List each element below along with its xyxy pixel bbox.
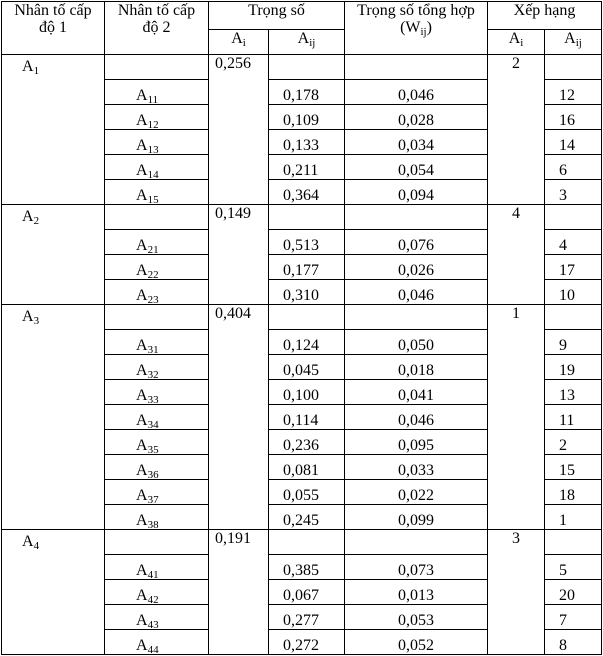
rank-aij: 8 — [545, 630, 602, 655]
weight-ai: 0,404 — [209, 305, 269, 530]
level2-factor: $A_{37}$ — [105, 480, 209, 505]
level2-factor: $A_{31}$ — [105, 330, 209, 355]
composite-weight: 0,073 — [345, 555, 488, 580]
level2-factor: $A_{21}$ — [105, 230, 209, 255]
rank-ai: 3 — [488, 530, 545, 655]
rank-ai: 2 — [488, 55, 545, 205]
composite-weight: 0,076 — [345, 230, 488, 255]
composite-weight: 0,046 — [345, 405, 488, 430]
level2-factor: $A_{32}$ — [105, 355, 209, 380]
level2-factor: $A_{36}$ — [105, 455, 209, 480]
group-row — [2, 55, 602, 80]
rank-aij: 1 — [545, 505, 602, 530]
header-ranking: Xếp hạng — [488, 2, 602, 30]
weight-aij: 0,177 — [269, 255, 345, 280]
composite-weight: 0,046 — [345, 280, 488, 305]
composite-weight: 0,022 — [345, 480, 488, 505]
level2-factor: $A_{22}$ — [105, 255, 209, 280]
header-row-top — [2, 2, 602, 30]
weight-aij: 0,211 — [269, 155, 345, 180]
rank-ai: 1 — [488, 305, 545, 530]
composite-empty — [345, 305, 488, 330]
weight-aij: 0,310 — [269, 280, 345, 305]
composite-weight: 0,018 — [345, 355, 488, 380]
header-level2: Nhân tố cấp độ 2 — [105, 2, 209, 55]
composite-weight: 0,034 — [345, 130, 488, 155]
rank-aij: 5 — [545, 555, 602, 580]
level2-empty — [105, 55, 209, 80]
weights-table — [1, 1, 602, 655]
level1-factor: $A_1$ — [2, 55, 105, 205]
rank-aij-empty — [545, 55, 602, 80]
rank-aij: 16 — [545, 105, 602, 130]
weight-aij-empty — [269, 205, 345, 230]
level1-factor: $A_4$ — [2, 530, 105, 655]
rank-aij-empty — [545, 530, 602, 555]
header-weight-aij: $A_{ij}$ — [269, 30, 345, 55]
level2-factor: $A_{13}$ — [105, 130, 209, 155]
composite-weight: 0,026 — [345, 255, 488, 280]
level2-factor: $A_{35}$ — [105, 430, 209, 455]
weight-aij: 0,045 — [269, 355, 345, 380]
table-body — [2, 55, 602, 655]
level1-factor: $A_3$ — [2, 305, 105, 530]
composite-empty — [345, 55, 488, 80]
level2-empty — [105, 205, 209, 230]
level2-factor: $A_{38}$ — [105, 505, 209, 530]
group-row — [2, 305, 602, 330]
weight-aij: 0,133 — [269, 130, 345, 155]
level2-factor: $A_{34}$ — [105, 405, 209, 430]
group-row — [2, 530, 602, 555]
rank-aij: 11 — [545, 405, 602, 430]
level2-empty — [105, 305, 209, 330]
header-level1: Nhân tố cấp độ 1 — [2, 2, 105, 55]
composite-weight: 0,095 — [345, 430, 488, 455]
group-row — [2, 205, 602, 230]
weight-aij: 0,124 — [269, 330, 345, 355]
rank-aij: 13 — [545, 380, 602, 405]
weight-aij: 0,114 — [269, 405, 345, 430]
weight-ai: 0,191 — [209, 530, 269, 655]
weight-ai: 0,256 — [209, 55, 269, 205]
weight-aij: 0,100 — [269, 380, 345, 405]
level2-factor: $A_{11}$ — [105, 80, 209, 105]
weight-aij: 0,081 — [269, 455, 345, 480]
level2-factor: $A_{43}$ — [105, 605, 209, 630]
rank-aij: 3 — [545, 180, 602, 205]
composite-weight: 0,054 — [345, 155, 488, 180]
weight-aij: 0,385 — [269, 555, 345, 580]
composite-weight: 0,013 — [345, 580, 488, 605]
weight-aij-empty — [269, 55, 345, 80]
composite-weight: 0,041 — [345, 380, 488, 405]
level2-empty — [105, 530, 209, 555]
rank-aij: 17 — [545, 255, 602, 280]
composite-weight: 0,099 — [345, 505, 488, 530]
composite-empty — [345, 530, 488, 555]
rank-aij: 20 — [545, 580, 602, 605]
level2-factor: $A_{14}$ — [105, 155, 209, 180]
composite-weight: 0,028 — [345, 105, 488, 130]
level2-factor: $A_{44}$ — [105, 630, 209, 655]
composite-weight: 0,053 — [345, 605, 488, 630]
composite-weight: 0,050 — [345, 330, 488, 355]
rank-aij: 14 — [545, 130, 602, 155]
level2-factor: $A_{15}$ — [105, 180, 209, 205]
weight-aij-empty — [269, 305, 345, 330]
weight-aij: 0,277 — [269, 605, 345, 630]
weight-aij: 0,055 — [269, 480, 345, 505]
weight-aij: 0,364 — [269, 180, 345, 205]
header-composite-weight: Trọng số tổng hợp $(W_{ij})$ — [345, 2, 488, 55]
weight-ai: 0,149 — [209, 205, 269, 305]
composite-weight: 0,046 — [345, 80, 488, 105]
weight-aij: 0,272 — [269, 630, 345, 655]
rank-aij: 2 — [545, 430, 602, 455]
rank-aij: 18 — [545, 480, 602, 505]
weight-aij: 0,178 — [269, 80, 345, 105]
rank-aij: 7 — [545, 605, 602, 630]
weight-aij-empty — [269, 530, 345, 555]
header-weight: Trọng số — [209, 2, 345, 30]
rank-aij: 4 — [545, 230, 602, 255]
rank-aij: 15 — [545, 455, 602, 480]
weight-aij: 0,067 — [269, 580, 345, 605]
rank-aij-empty — [545, 205, 602, 230]
composite-weight: 0,094 — [345, 180, 488, 205]
header-rank-aij: $A_{ij}$ — [545, 30, 602, 55]
composite-weight: 0,033 — [345, 455, 488, 480]
rank-aij: 12 — [545, 80, 602, 105]
weight-aij: 0,245 — [269, 505, 345, 530]
header-weight-ai: $A_i$ — [209, 30, 269, 55]
weight-aij: 0,513 — [269, 230, 345, 255]
level2-factor: $A_{33}$ — [105, 380, 209, 405]
header-rank-ai: $A_i$ — [488, 30, 545, 55]
rank-ai: 4 — [488, 205, 545, 305]
rank-aij: 10 — [545, 280, 602, 305]
weight-aij: 0,236 — [269, 430, 345, 455]
level2-factor: $A_{12}$ — [105, 105, 209, 130]
rank-aij: 19 — [545, 355, 602, 380]
level2-factor: $A_{23}$ — [105, 280, 209, 305]
rank-aij: 9 — [545, 330, 602, 355]
level2-factor: $A_{42}$ — [105, 580, 209, 605]
composite-empty — [345, 205, 488, 230]
level1-factor: $A_2$ — [2, 205, 105, 305]
composite-weight: 0,052 — [345, 630, 488, 655]
weight-aij: 0,109 — [269, 105, 345, 130]
rank-aij-empty — [545, 305, 602, 330]
level2-factor: $A_{41}$ — [105, 555, 209, 580]
rank-aij: 6 — [545, 155, 602, 180]
